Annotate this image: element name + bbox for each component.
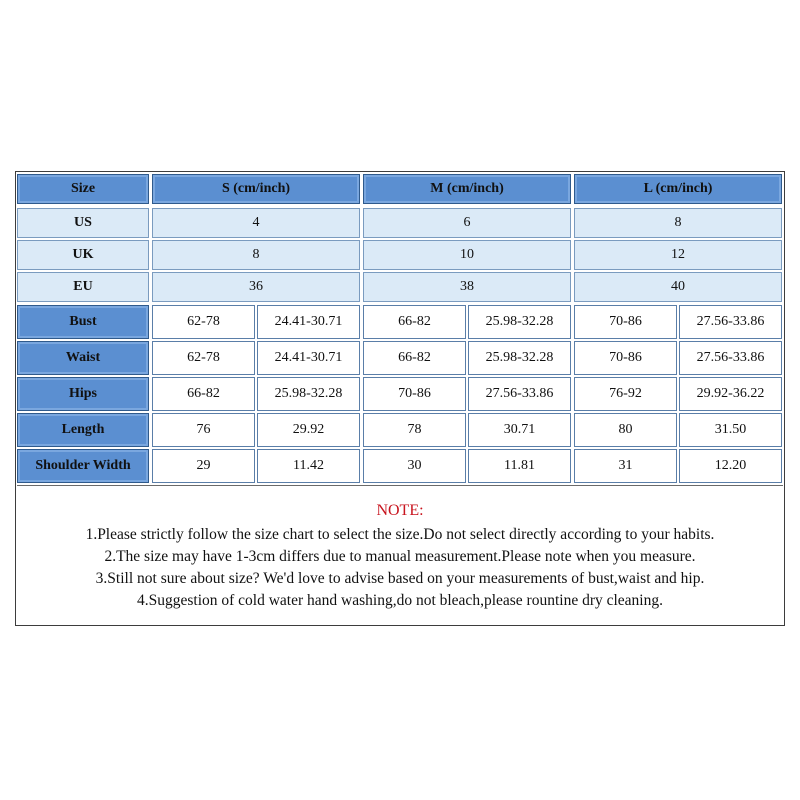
note-title: NOTE: xyxy=(376,502,424,519)
bust-s-cm: 62-78 xyxy=(152,305,255,339)
us-size-m: 6 xyxy=(363,208,571,238)
note-line-3: 3.Still not sure about size? We'd love to advise based on your measurements of bust,waist and hip. xyxy=(95,570,705,587)
shoulder-l-inch: 12.20 xyxy=(679,449,782,483)
uk-size-s: 8 xyxy=(152,240,360,270)
length-l-cm: 80 xyxy=(574,413,677,447)
length-s-inch: 29.92 xyxy=(257,413,360,447)
shoulder-m-inch: 11.81 xyxy=(468,449,571,483)
hips-m-cm: 70-86 xyxy=(363,377,466,411)
bust-l-inch: 27.56-33.86 xyxy=(679,305,782,339)
length-s-cm: 76 xyxy=(152,413,255,447)
bust-m-cm: 66-82 xyxy=(363,305,466,339)
note-line-1: 1.Please strictly follow the size chart to select the size.Do not select directly according to your habits. xyxy=(85,526,715,543)
uk-size-m: 10 xyxy=(363,240,571,270)
bust-l-cm: 70-86 xyxy=(574,305,677,339)
header-size-s: S (cm/inch) xyxy=(152,174,360,204)
bust-s-inch: 24.41-30.71 xyxy=(257,305,360,339)
eu-size-s: 36 xyxy=(152,272,360,302)
bust-m-inch: 25.98-32.28 xyxy=(468,305,571,339)
shoulder-m-cm: 30 xyxy=(363,449,466,483)
row-label-shoulder-width: Shoulder Width xyxy=(17,449,149,483)
length-m-inch: 30.71 xyxy=(468,413,571,447)
waist-m-cm: 66-82 xyxy=(363,341,466,375)
hips-m-inch: 27.56-33.86 xyxy=(468,377,571,411)
hips-l-inch: 29.92-36.22 xyxy=(679,377,782,411)
us-size-l: 8 xyxy=(574,208,782,238)
hips-l-cm: 76-92 xyxy=(574,377,677,411)
shoulder-l-cm: 31 xyxy=(574,449,677,483)
shoulder-s-inch: 11.42 xyxy=(257,449,360,483)
eu-size-m: 38 xyxy=(363,272,571,302)
hips-s-cm: 66-82 xyxy=(152,377,255,411)
header-size-m: M (cm/inch) xyxy=(363,174,571,204)
row-label-uk: UK xyxy=(17,240,149,270)
hips-s-inch: 25.98-32.28 xyxy=(257,377,360,411)
note-line-2: 2.The size may have 1-3cm differs due to manual measurement.Please note when you measure. xyxy=(104,548,696,565)
waist-s-inch: 24.41-30.71 xyxy=(257,341,360,375)
row-label-waist: Waist xyxy=(17,341,149,375)
header-size: Size xyxy=(17,174,149,204)
note-line-4: 4.Suggestion of cold water hand washing,do not bleach,please rountine dry cleaning. xyxy=(136,592,663,609)
note-section xyxy=(17,485,783,624)
row-label-eu: EU xyxy=(17,272,149,302)
row-label-length: Length xyxy=(17,413,149,447)
row-label-bust: Bust xyxy=(17,305,149,339)
eu-size-l: 40 xyxy=(574,272,782,302)
row-label-us: US xyxy=(17,208,149,238)
us-size-s: 4 xyxy=(152,208,360,238)
uk-size-l: 12 xyxy=(574,240,782,270)
waist-m-inch: 25.98-32.28 xyxy=(468,341,571,375)
header-size-l: L (cm/inch) xyxy=(574,174,782,204)
waist-l-cm: 70-86 xyxy=(574,341,677,375)
length-m-cm: 78 xyxy=(363,413,466,447)
waist-l-inch: 27.56-33.86 xyxy=(679,341,782,375)
waist-s-cm: 62-78 xyxy=(152,341,255,375)
row-label-hips: Hips xyxy=(17,377,149,411)
length-l-inch: 31.50 xyxy=(679,413,782,447)
shoulder-s-cm: 29 xyxy=(152,449,255,483)
